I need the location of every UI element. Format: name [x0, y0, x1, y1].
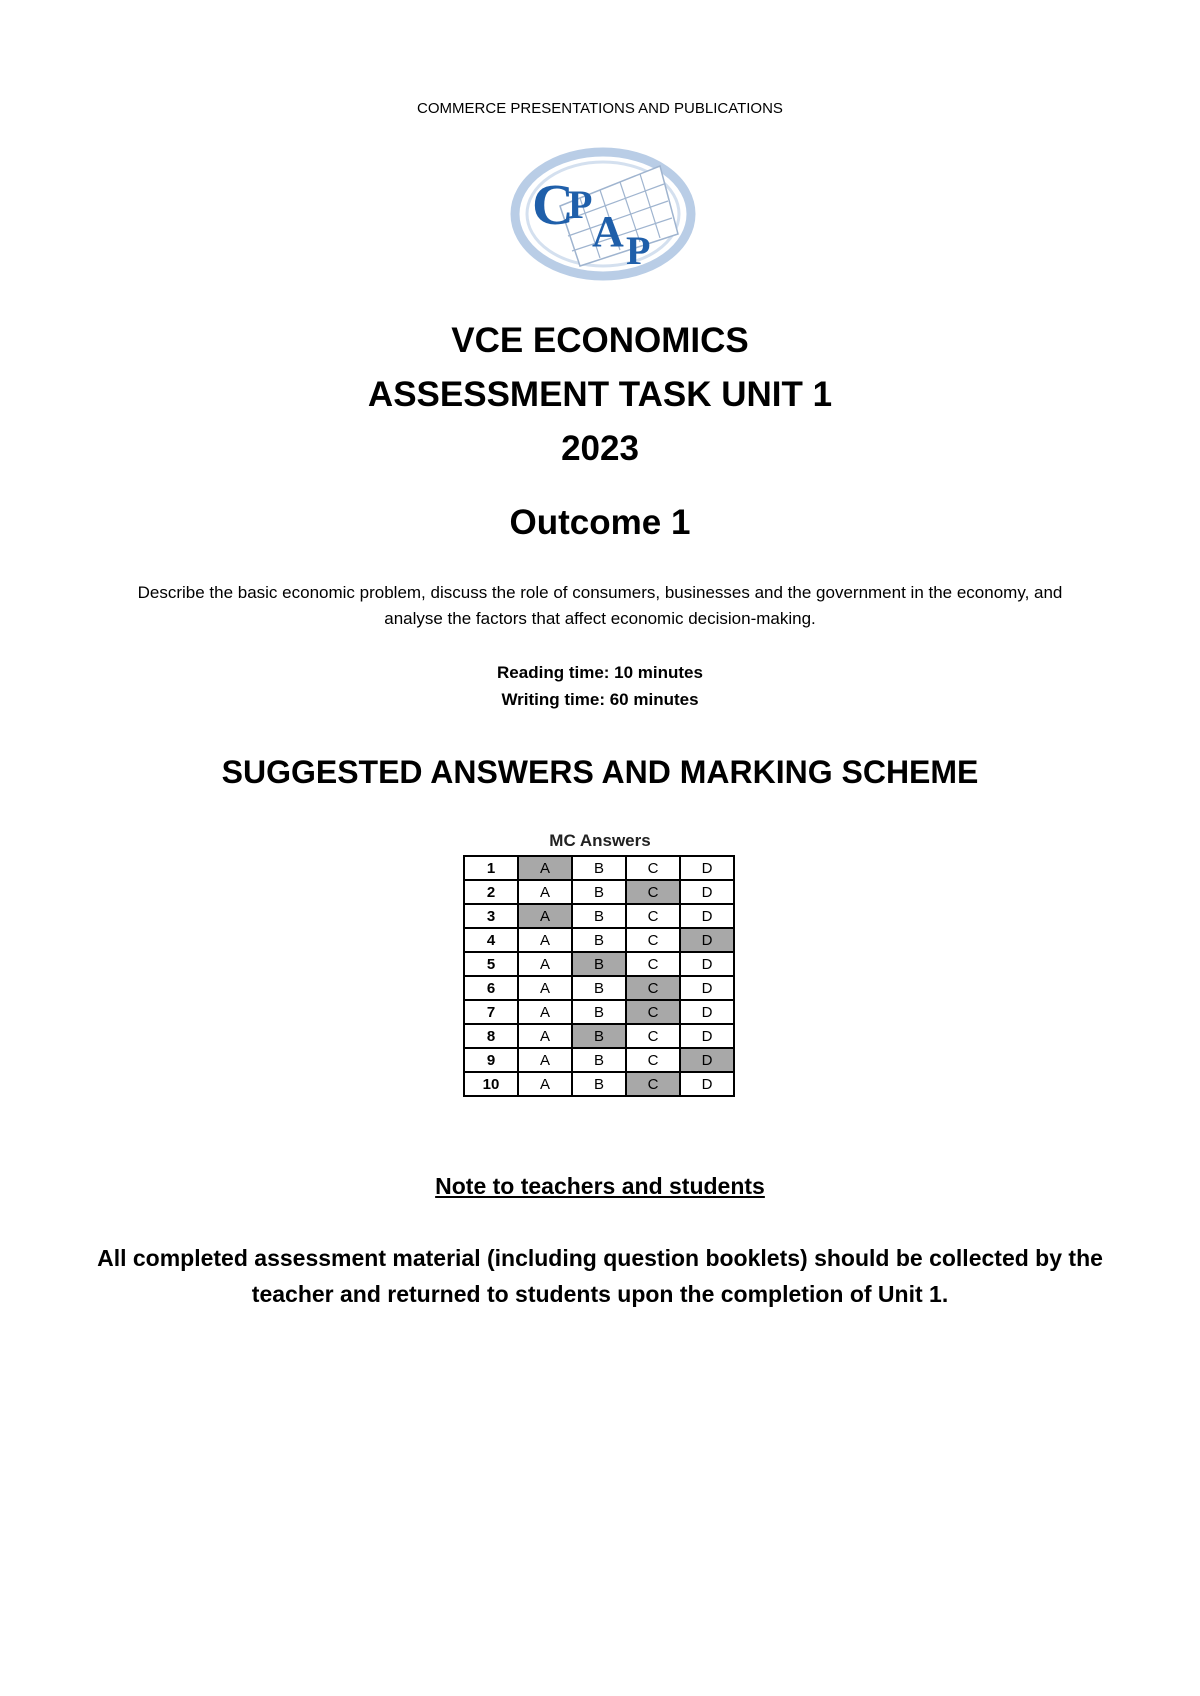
question-number: 9: [464, 1048, 518, 1072]
answer-cell: A: [518, 1000, 572, 1024]
time-allowance: [0, 659, 1200, 713]
publisher-name: COMMERCE PRESENTATIONS AND PUBLICATIONS: [417, 100, 783, 117]
writing-time: Writing time: 60 minutes: [501, 690, 699, 709]
outcome-description: Describe the basic economic problem, discuss the role of consumers, businesses and the government in the economy, and analyse the factors that affect economic decision-making.: [137, 583, 1063, 628]
question-number: 7: [464, 1000, 518, 1024]
mc-caption: MC Answers: [549, 831, 651, 850]
answer-cell-selected: A: [518, 856, 572, 880]
table-row: [464, 880, 734, 904]
question-number: 5: [464, 952, 518, 976]
cpap-logo: [510, 146, 696, 282]
answer-cell-selected: B: [572, 952, 626, 976]
answer-cell: A: [518, 1024, 572, 1048]
svg-text:A: A: [592, 207, 624, 256]
table-row: [464, 1000, 734, 1024]
answer-cell: A: [518, 1048, 572, 1072]
answer-cell: B: [572, 1072, 626, 1096]
question-number: 2: [464, 880, 518, 904]
answer-cell-selected: C: [626, 880, 680, 904]
table-row: [464, 1048, 734, 1072]
note-body: All completed assessment material (including question booklets) should be collected by the teacher and returned to students upon the completion of Unit 1.: [97, 1245, 1103, 1307]
outcome-heading: Outcome 1: [509, 503, 691, 542]
answer-cell-selected: B: [572, 1024, 626, 1048]
answer-cell-selected: D: [680, 928, 734, 952]
answer-cell-selected: A: [518, 904, 572, 928]
answer-cell: B: [572, 928, 626, 952]
reading-time: Reading time: 10 minutes: [497, 663, 703, 682]
answer-cell: B: [572, 1000, 626, 1024]
answer-cell: C: [626, 952, 680, 976]
svg-text:P: P: [568, 182, 593, 227]
answer-cell: A: [518, 1072, 572, 1096]
answer-cell: B: [572, 1048, 626, 1072]
answer-cell: C: [626, 928, 680, 952]
answer-cell: D: [680, 1024, 734, 1048]
answer-cell: A: [518, 952, 572, 976]
answer-cell: A: [518, 928, 572, 952]
question-number: 6: [464, 976, 518, 1000]
answer-cell: D: [680, 880, 734, 904]
answer-cell: A: [518, 976, 572, 1000]
scheme-title: SUGGESTED ANSWERS AND MARKING SCHEME: [221, 754, 979, 790]
answer-cell: A: [518, 880, 572, 904]
answer-cell: C: [626, 856, 680, 880]
answer-cell: B: [572, 904, 626, 928]
answer-cell: D: [680, 904, 734, 928]
table-row: [464, 904, 734, 928]
answer-cell: B: [572, 976, 626, 1000]
question-number: 8: [464, 1024, 518, 1048]
answer-cell: D: [680, 1000, 734, 1024]
answer-cell: D: [680, 976, 734, 1000]
answer-cell: C: [626, 1024, 680, 1048]
table-row: [464, 856, 734, 880]
title-block: [0, 314, 1200, 476]
question-number: 4: [464, 928, 518, 952]
title-subject: VCE ECONOMICS: [451, 321, 749, 360]
answer-cell: C: [626, 1048, 680, 1072]
answer-cell: D: [680, 856, 734, 880]
answer-cell-selected: D: [680, 1048, 734, 1072]
mc-answers-table: [463, 855, 735, 1097]
answer-cell: D: [680, 952, 734, 976]
answer-cell: B: [572, 880, 626, 904]
answer-cell-selected: C: [626, 1072, 680, 1096]
question-number: 1: [464, 856, 518, 880]
table-row: [464, 952, 734, 976]
title-task: ASSESSMENT TASK UNIT 1: [367, 375, 833, 414]
answer-cell: C: [626, 904, 680, 928]
title-year: 2023: [561, 429, 639, 468]
note-heading: Note to teachers and students: [435, 1173, 765, 1199]
table-row: [464, 1024, 734, 1048]
answer-cell-selected: C: [626, 976, 680, 1000]
table-row: [464, 976, 734, 1000]
answer-cell: B: [572, 856, 626, 880]
answer-cell: D: [680, 1072, 734, 1096]
answer-cell-selected: C: [626, 1000, 680, 1024]
question-number: 3: [464, 904, 518, 928]
svg-text:P: P: [626, 228, 651, 273]
table-row: [464, 928, 734, 952]
svg-text:C: C: [532, 172, 574, 237]
table-row: [464, 1072, 734, 1096]
question-number: 10: [464, 1072, 518, 1096]
